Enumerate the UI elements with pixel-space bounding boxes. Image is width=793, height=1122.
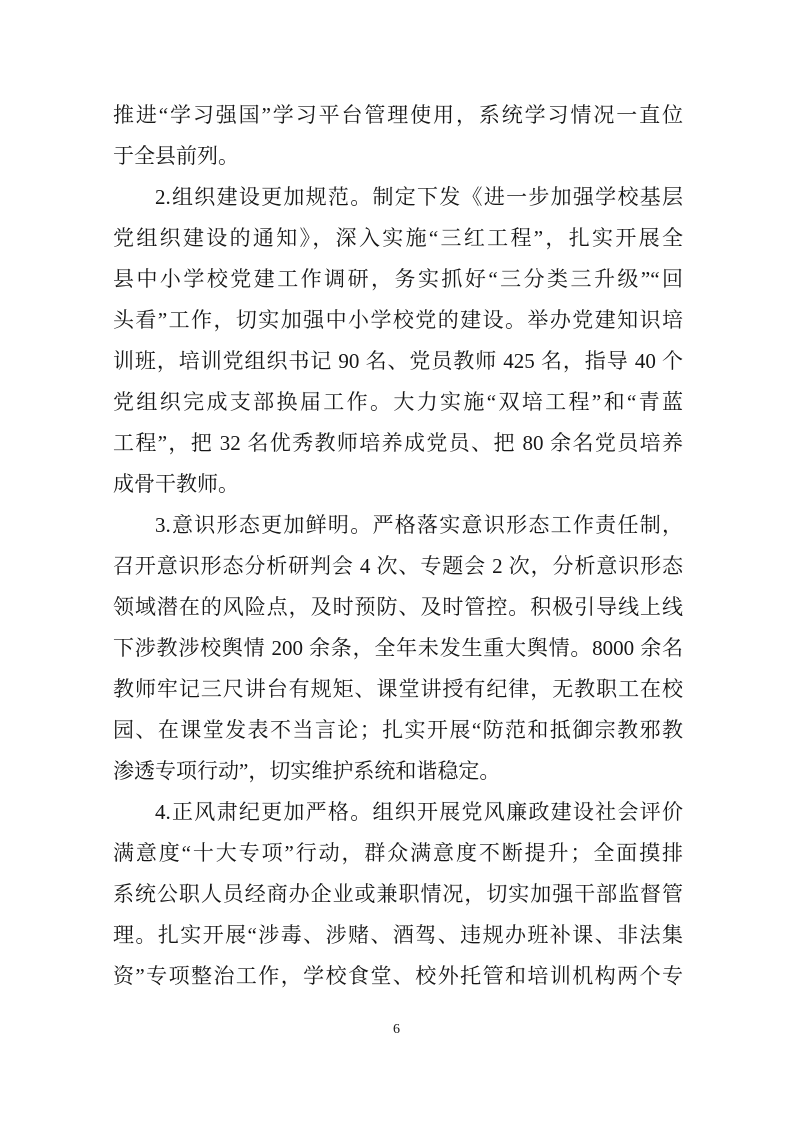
text-line: 头看”工作，切实加强中小学校党的建设。举办党建知识培	[113, 308, 683, 332]
paragraph	[113, 177, 683, 505]
text-line: 县中小学校党建工作调研，务实抓好“三分类三升级”“回	[113, 267, 683, 291]
text-line: 满意度“十大专项”行动，群众满意度不断提升；全面摸排	[113, 841, 683, 865]
text-line: 理。扎实开展“涉毒、涉赌、酒驾、违规办班补课、非法集	[113, 923, 683, 947]
paragraph	[113, 792, 683, 997]
text-line: 2.组织建设更加规范。制定下发《进一步加强学校基层	[155, 185, 683, 209]
document-body	[113, 95, 683, 997]
text-line: 3.意识形态更加鲜明。严格落实意识形态工作责任制，	[155, 513, 683, 537]
paragraph	[113, 505, 683, 792]
text-line: 教师牢记三尺讲台有规矩、课堂讲授有纪律，无教职工在校	[113, 677, 683, 701]
paragraph	[113, 95, 683, 177]
text-line: 召开意识形态分析研判会 4 次、专题会 2 次，分析意识形态	[113, 554, 683, 578]
text-line: 下涉教涉校舆情 200 余条，全年未发生重大舆情。8000 余名	[113, 636, 683, 660]
text-line: 成骨干教师。	[113, 472, 239, 496]
text-line: 园、在课堂发表不当言论；扎实开展“防范和抵御宗教邪教	[113, 718, 683, 742]
text-line: 党组织完成支部换届工作。大力实施“双培工程”和“青蓝	[113, 390, 683, 414]
page-number: 6	[393, 1022, 400, 1037]
text-line: 训班，培训党组织书记 90 名、党员教师 425 名，指导 40 个	[113, 349, 683, 373]
text-line: 推进“学习强国”学习平台管理使用，系统学习情况一直位	[113, 103, 683, 127]
text-line: 工程”，把 32 名优秀教师培养成党员、把 80 余名党员培养	[113, 431, 683, 455]
text-line: 党组织建设的通知》，深入实施“三红工程”，扎实开展全	[113, 226, 683, 250]
text-line: 系统公职人员经商办企业或兼职情况，切实加强干部监督管	[113, 882, 683, 906]
text-line: 于全县前列。	[113, 144, 239, 168]
text-line: 领域潜在的风险点，及时预防、及时管控。积极引导线上线	[113, 595, 683, 619]
text-line: 4.正风肃纪更加严格。组织开展党风廉政建设社会评价	[155, 800, 683, 824]
text-line: 渗透专项行动”，切实维护系统和谐稳定。	[113, 759, 501, 783]
text-line: 资”专项整治工作，学校食堂、校外托管和培训机构两个专	[113, 964, 683, 988]
